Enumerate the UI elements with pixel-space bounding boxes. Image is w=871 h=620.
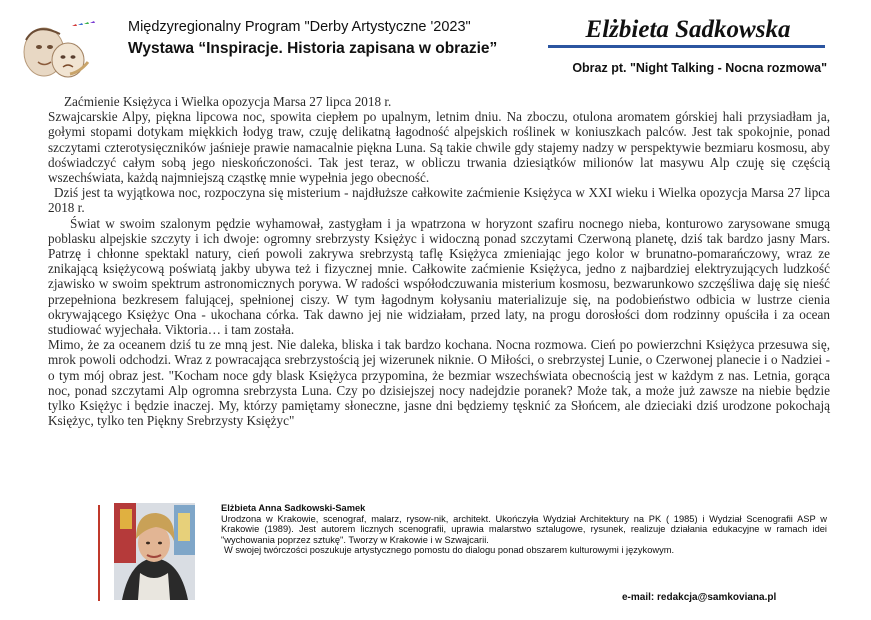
essay-paragraph: Dziś jest ta wyjątkowa noc, rozpoczyna się misterium - najdłuższe całkowite zaćmienie Księżyca w XXI wieku i Wielka opozycja Marsa 27 lipca 2018 r.: [48, 185, 830, 216]
program-logo: [20, 20, 96, 82]
program-title: Międzyregionalny Program "Derby Artystyczne '2023": [128, 19, 471, 35]
essay-paragraph: Świat w swoim szalonym pędzie wyhamował, zastygłam i ja wpatrzona w horyzont szafiru nocnego nieba, konturowo zarysowane smugą poblasku alpejskie szczyty i ich dwoje: ogromny srebrzysty Księżyc i widoczną ponad szczytami Czerwoną planetę, dziś tak bardzo jasny Mars. Patrzę i chłonne spektakl natury, cień powoli zakrywa srebrzystą taflę Księżyca zmieniając jego kolor w brunatno-pomarańczowy, wraz ze znikającą księżycową poświatą jakby ubywa też i fizycznej mnie. Całkowite zaćmienie Księżyca, jedno z najbardziej elektryzujących ludzkość zjawisko w swoim spektrum astronomicznych porywa. W radości współodczuwania misterium kosmosu, bezwarunkowo szczęśliwa daję się nieść przepełniona bezkresem falującej, spełnionej ciszy. W tym łagodnym kołysaniu materializuje się, na podobieństwo odbicia w lustrze cienia okrywającego Księżyc Ona - ukochana córka. Tak dawno jej nie widziałam, przed laty, na progu dorosłości dom rodzinny opuściła i za ocean studiować wyjechała. Viktoria… i tam została.: [48, 215, 830, 338]
essay-paragraph: Mimo, że za oceanem dziś tu ze mną jest. Nie daleka, bliska i tak bardzo kochana. Nocna rozmowa. Cień po powierzchni Księżyca przesuwa się, mrok powoli odchodzi. Wraz z powracająca srebrzystością jej wizerunek niknie. O Miłości, o srebrzystej Lunie, o Czerwonej planecie i o Nadziei - o tym mój obraz jest. "Kocham noce gdy blask Księżyca przypomina, że bezmiar wszechświata obecnością jest w każdym z nas. Letnia, gorąca noc, ponad szczytami Alp ogromna srebrzysta Luna. Czy po dzisiejszej nocy nadejdzie poranek? Może tak, a może już zawsze na niebie będzie tylko Księżyc i będzie inaczej. My, którzy pamiętamy słoneczne, jasne dni będziemy tęsknić za Słońcem, ale dzieciaki dziś urodzone pokochają Księżyc, tylko ten Piękny Srebrzysty Księżyc": [48, 337, 830, 429]
masks-logo-icon: [20, 20, 96, 82]
artist-bio: [221, 503, 827, 556]
bio-accent-bar: [98, 505, 100, 601]
essay-paragraph: Szwajcarskie Alpy, piękna lipcowa noc, spowita ciepłem po upalnym, letnim dniu. Na zboczu, otulona aromatem górskiej hali przysiadłam ja, gołymi stopami dotykam miękkich łodyg traw, czuję delikatną łagodność alpejskich roślinek w koniuszkach palców. Jest tak spokojnie, ponad szczytami czterotysięczników jaśnieje prawie namacalnie piękna Luna. Są takie chwile gdy stajemy nadzy w perspektywie bezmiaru kosmosu, aby doświadczyć całym sobą jego nieskończoności. Tak jest teraz, w obliczu trwania dziesiątków milionów lat masywu Alp czuję się częścią wszechświata, każdą najmniejszą cząstkę mnie wypełnia jego obecność.: [48, 109, 830, 186]
artist-name: Elżbieta Sadkowska: [585, 16, 791, 43]
bio-paragraph: Urodzona w Krakowie, scenograf, malarz, rysow-nik, architekt. Ukończyła Wydział Architektury na PK ( 1985) i Wydział Scenografii ASP w Krakowie (1989). Jest autorem licznych scenografii, uprawia malarstwo sztalugowe, rysunek, realizuje działania edukacyjne w ramach idei "wychowania poprzez sztukę". Tworzy w Krakowie i w Szwajcarii.: [221, 513, 827, 545]
portrait-photo-icon: [114, 503, 195, 600]
exhibition-title: Wystawa “Inspiracje. Historia zapisana w obrazie”: [128, 40, 498, 57]
contact-email[interactable]: e-mail: redakcja@samkoviana.pl: [622, 592, 777, 603]
bio-name: Elżbieta Anna Sadkowski-Samek: [221, 503, 366, 513]
artist-portrait: [114, 503, 195, 600]
essay-text: [48, 94, 830, 428]
artwork-title: Obraz pt. "Night Talking - Nocna rozmowa": [572, 61, 827, 75]
bio-paragraph: W swojej twórczości poszukuje artystycznego pomostu do dialogu ponad obszarem kulturowymi i językowym.: [224, 545, 675, 556]
artist-underline: [548, 45, 825, 48]
essay-heading: Zaćmienie Księżyca i Wielka opozycja Marsa 27 lipca 2018 r.: [64, 94, 392, 109]
